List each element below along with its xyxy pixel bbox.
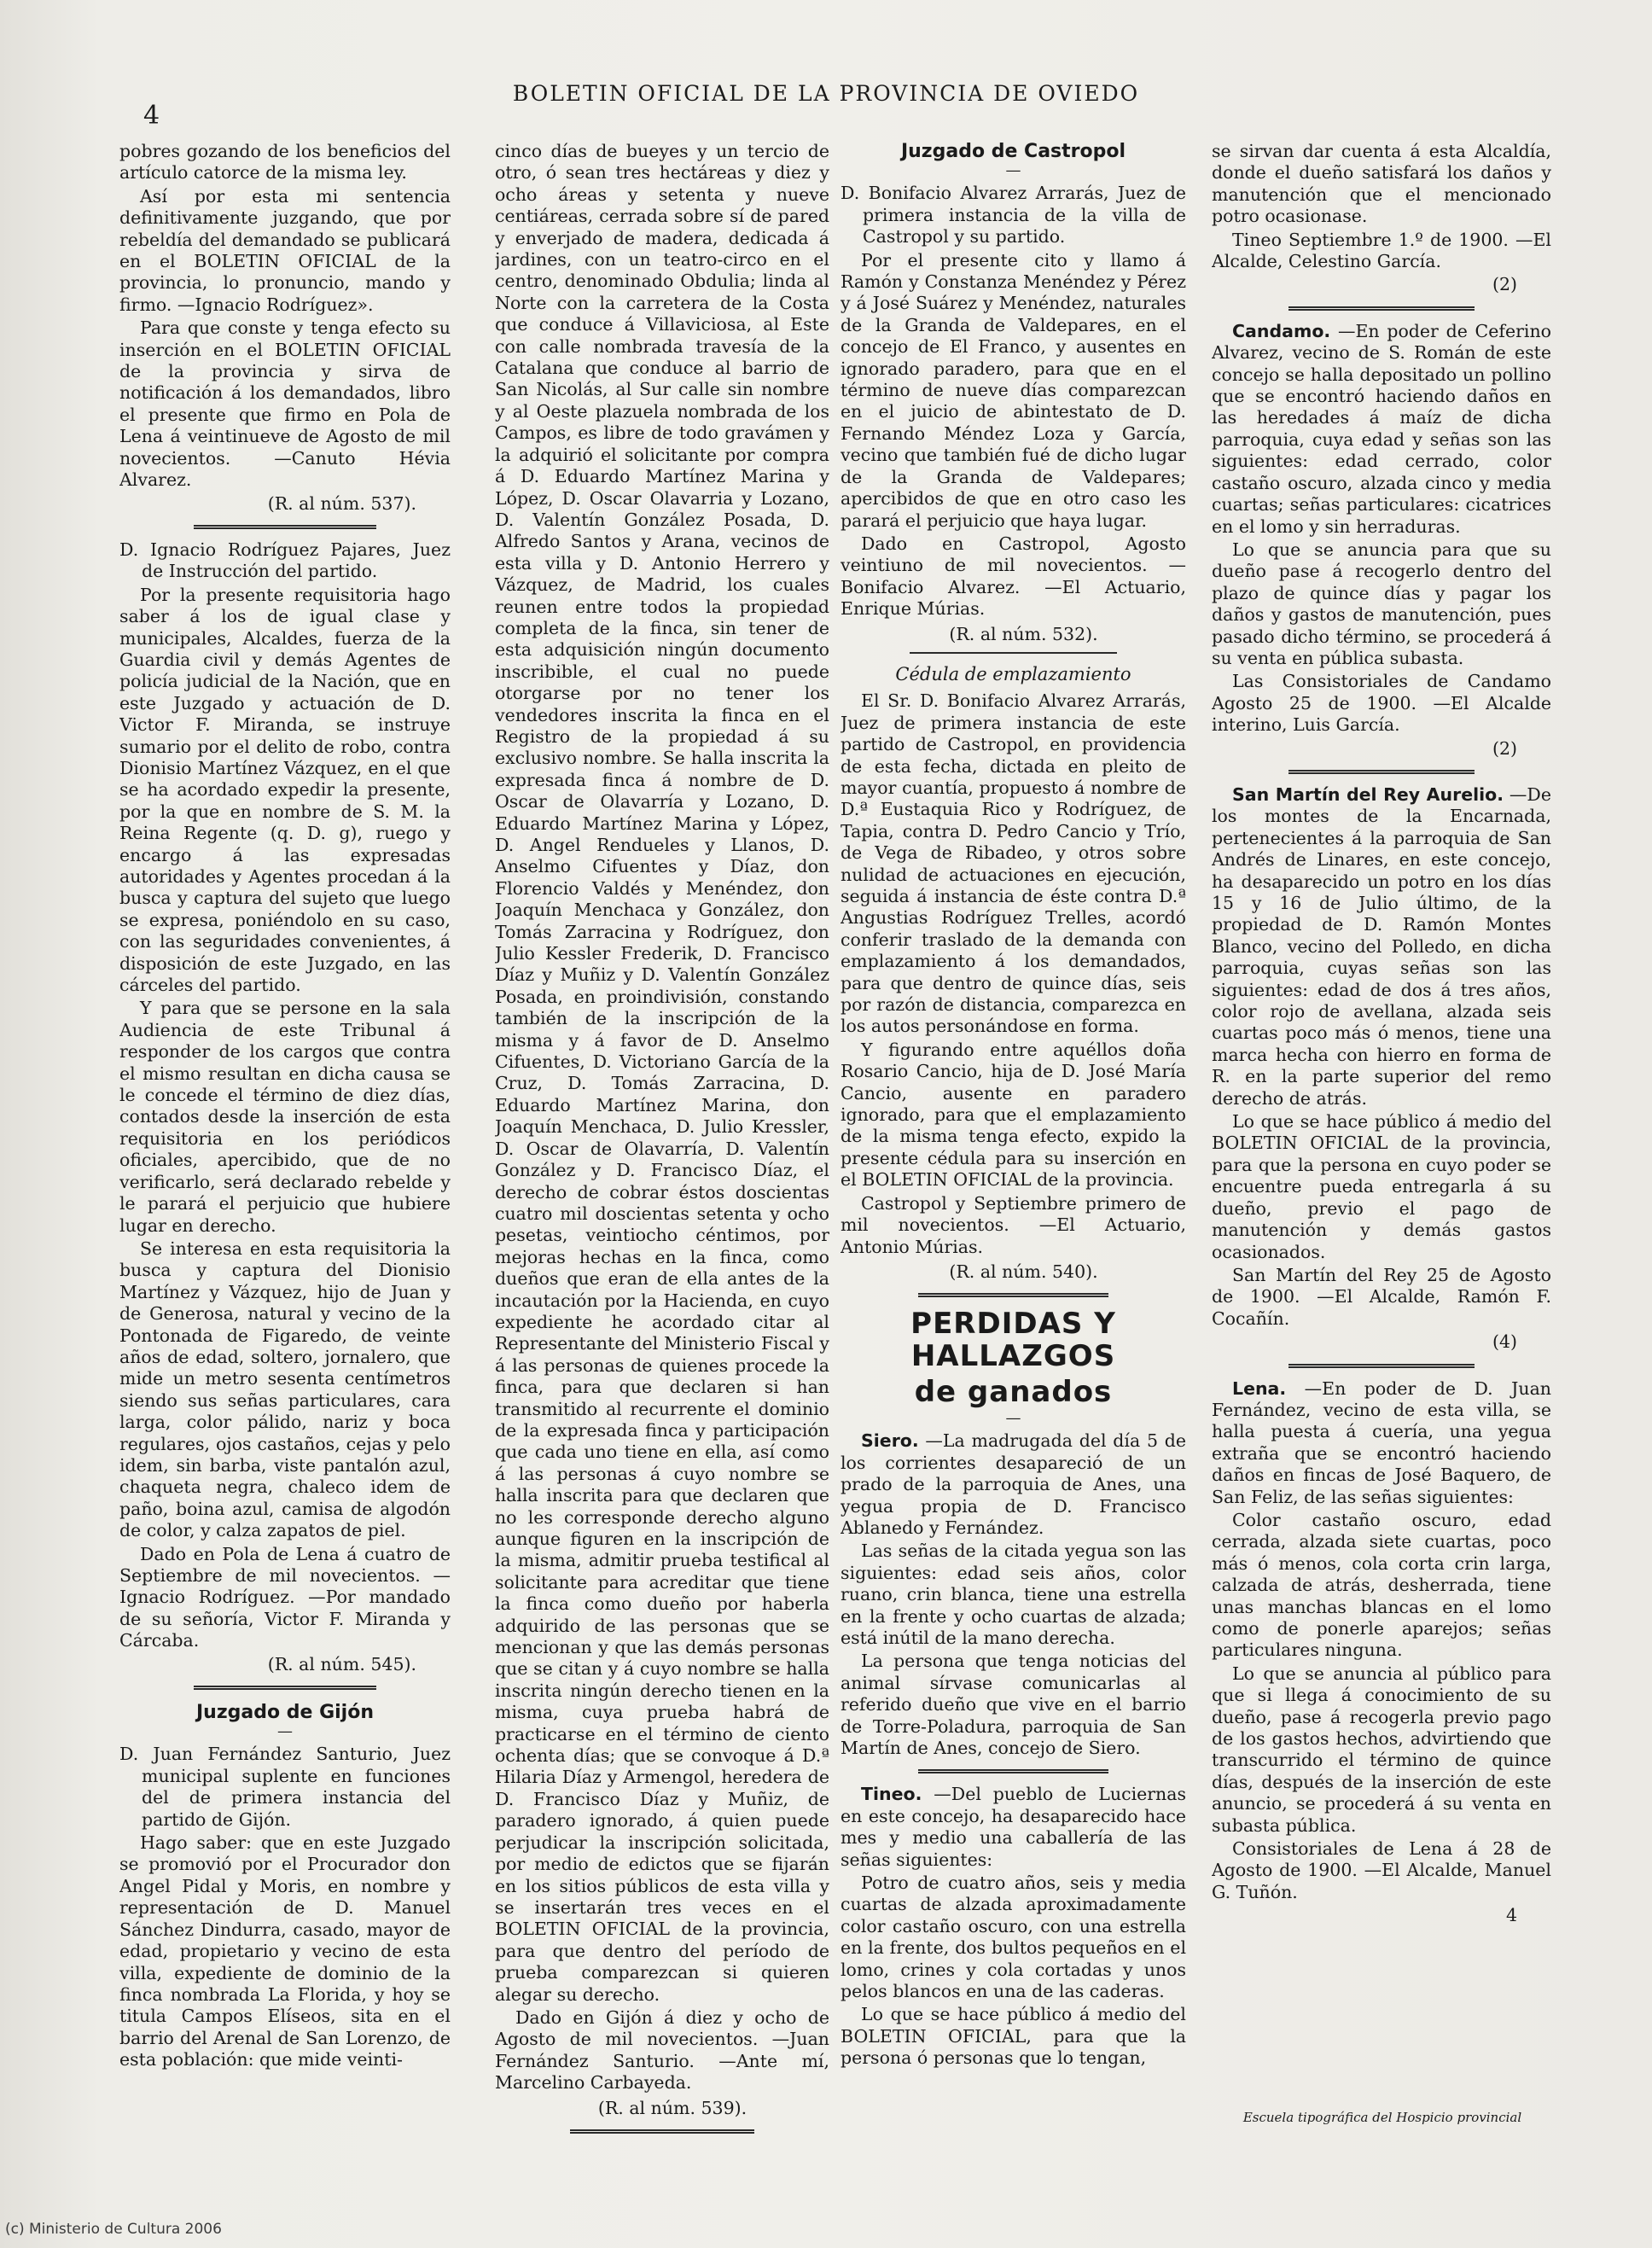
notice-mark: 4 [1505,1905,1517,1926]
notice-text: —La madrugada del día 5 de los corrientes desapareció de un prado de la parroquia de Anes, una yegua propia de D. Francisco Ablanedo y Fernández. [841,1430,1186,1538]
paragraph: Lo que se hace público á medio del BOLETIN OFICIAL, para que la persona ó personas que lo tengan, [841,2004,1186,2069]
notice-lead: Lena. [1232,1377,1287,1399]
paragraph: Tineo Septiembre 1.º de 1900. —El Alcalde, Celestino García. [1212,229,1551,272]
paragraph: Color castaño oscuro, edad cerrada, alzada siete cuartas, poco más ó menos, cola corta crin larga, calzada de atrás, desherrada, tiene unas manchas blancas en el lomo como de ponerle aparejos; señas particulares ninguna. [1212,1509,1551,1661]
notice-lead: Siero. [861,1430,919,1452]
separator-rule [570,2129,754,2134]
reference-number: (R. al núm. 532). [949,623,1098,644]
section-subtitle: de ganados [914,1375,1113,1410]
notice-mark: (2) [1492,737,1517,759]
separator-rule [194,1686,375,1690]
separator-rule [918,1293,1108,1297]
paragraph: Dado en Gijón á diez y ocho de Agosto de mil novecientos. —Juan Fernández Santurio. —Ante mí, Marcelino Carbayeda. [495,2006,829,2094]
paragraph: Hago saber: que en este Juzgado se promovió por el Procurador don Angel Pidal y Moris, en nombre y representación de D. Manuel Sánchez Dindurra, casado, mayor de edad, propietario y vecino de esta villa, expediente de dominio de la finca nombrada La Florida, y hoy se titula Campos Elíseos, sita en el barrio del Arenal de San Lorenzo, de esta población: que mide veinti- [119,1832,451,2070]
paragraph: El Sr. D. Bonifacio Alvarez Arrarás, Juez de primera instancia de este partido de Castropol, en providencia de esta fecha, dictada en pleito de mayor cuantía, propuesto á nombre de D.ª Eustaquia Rico y Rodríguez, de Tapia, contra D. Pedro Cancio y Trío, de Vega de Ribadeo, y otros sobre nulidad de actuaciones en ejecución, seguida á instancia de éste contra D.ª Angustias Rodríguez Trelles, acordó conferir traslado de la demanda con emplazamiento á los demandados, para que dentro de quince días, seis por razón de distancia, comparezca en los autos personándose en forma. [841,690,1186,1037]
notice-san-martin [1212,784,1551,1109]
notice-siero [841,1430,1186,1539]
masthead-title: BOLETIN OFICIAL DE LA PROVINCIA DE OVIEDO [512,81,1140,106]
paragraph: La persona que tenga noticias del animal sírvase comunicarlas al referido dueño que vive en el barrio de Torre-Poladura, parroquia de San Martín de Anes, concejo de Siero. [841,1651,1186,1758]
paragraph: Por el presente cito y llamo á Ramón y Constanza Menéndez y Pérez y á José Suárez y Menéndez, naturales de la Granda de Valdepares, en el concejo de El Franco, y ausentes en ignorado paradero, para que en el término de nueve días comparezcan en el juicio de abintestato de D. Fernando Méndez Loza y García, vecino que también fué de dicho lugar de la Granda de Valdepares; apercibidos de que en otro caso les parará el perjuicio que haya lugar. [841,249,1186,531]
paragraph: Las Consistoriales de Candamo Agosto 25 de 1900. —El Alcalde interino, Luis García. [1212,671,1551,736]
paragraph: Lo que se anuncia para que su dueño pase á recogerlo dentro del plazo de quince días y pagar los daños y gastos de manutención, pues pasado dicho término, se procederá á su venta en pública subasta. [1212,539,1551,668]
notice-lead: San Martín del Rey Aurelio. [1232,783,1504,805]
reference-number: (R. al núm. 545). [267,1653,416,1674]
notice-text: —En poder de Ceferino Alvarez, vecino de S. Román de este concejo se halla depositado un pollino que se encontró haciendo daños en las heredades á maíz de dicha parroquia, cuya edad y señas son las siguientes: edad cerrado, color castaño oscuro, alzada cinco y media cuartas; señas particulares: cicatrices en el lomo y sin herraduras. [1212,320,1551,537]
paragraph: D. Bonifacio Alvarez Arrarás, Juez de primera instancia de la villa de Castropol y su partido. [841,183,1186,248]
notice-text: —De los montes de la Encarnada, pertenecientes á la parroquia de San Andrés de Linares, en este concejo, ha desaparecido un potro en los días 15 y 16 de Julio último, de la propiedad de D. Ramón Montes Blanco, vecino del Polledo, en dicha parroquia, cuyas señas son las siguientes: edad de dos á tres años, color rojo de avellana, alzada seis cuartas poco más ó menos, tiene una marca hecha con hierro en forma de R. en la parte superior del remo derecho de atrás. [1212,783,1551,1109]
paragraph: San Martín del Rey 25 de Agosto de 1900. —El Alcalde, Ramón F. Cocañín. [1212,1264,1551,1329]
paragraph: Lo que se anuncia al público para que si llega á conocimiento de su dueño, pase á recogerla previo pago de los gastos hechos, advirtiendo que transcurrido el término de quince días, después de la inserción de este anuncio, se procederá á su venta en subasta pública. [1212,1663,1551,1836]
subheading: Cédula de emplazamiento [895,663,1131,684]
paragraph: cinco días de bueyes y un tercio de otro, ó sean tres hectáreas y diez y ocho áreas y setenta y nueve centiáreas, cerrada sobre sí de pared y enverjado de madera, dedicada á jardines, con un teatro-circo en el centro, denominado Obdulia; linda al Norte con la carretera de la Costa que conduce á Villaviciosa, al Este con calle nombrada travesía de la Catalana que conduce al barrio de San Nicolás, al Sur calle sin nombre y al Oeste plazuela nombrada de los Campos, es libre de todo gravámen y la adquirió el solicitante por compra á D. Eduardo Martínez Marina y López, D. Oscar Olavarria y Lozano, D. Valentín González Posada, D. Alfredo Santos y Arana, vecinos de esta villa y D. Antonio Herrero y Vázquez, de Madrid, los cuales reunen entre todos la propiedad completa de la finca, sin tener de esta adquisición ningún documento inscribible, el cual no puede otorgarse por no tener los vendedores inscrita la finca en el Registro de la propiedad á su exclusivo nombre. Se halla inscrita la expresada finca á nombre de D. Oscar de Olavarría y Lozano, D. Eduardo Martínez Marina y López, D. Angel Rendueles y Llanos, D. Anselmo Cifuentes y Díaz, don Florencio Valdés y Menéndez, don Joaquín Menchaca y González, don Tomás Zarracina y Rodríguez, don Julio Kessler Frederik, D. Francisco Díaz y Muñiz y D. Valentín González Posada, en proindivisión, constando también de la inscripción de la misma y á favor de D. Anselmo Cifuentes, D. Victoriano García de la Cruz, D. Tomás Zarracina, D. Eduardo Martínez Marina, don Joaquín Menchaca, D. Julio Kressler, D. Oscar de Olavarría, D. Valentín González y D. Francisco Díaz, el derecho de cobrar éstos doscientas cuatro mil doscientas setenta y ocho pesetas, veintiocho céntimos, por mejoras hechas en la finca, como dueños que eran de ella antes de la incautación por la Hacienda, en cuyo expediente he acordado citar al Representante del Ministerio Fiscal y á las personas de quienes procede la finca, para que declaren si han transmitido al recurrente el dominio de la expresada finca y participación que cada uno tiene en ella, así como á las personas á cuyo nombre se halla inscrita para que declaren que no les corresponde derecho alguno aunque figuren en la inscripción de la misma, admitir prueba testifical al solicitante para acreditar que tiene la finca como dueño por haberla adquirido de las personas que se mencionan y que las demás personas que se citan y á cuyo nombre se halla inscrita ningún derecho tienen en la misma, cuya prueba habrá de practicarse en el término de ciento ochenta días; que se convoque á D.ª Hilaria Díaz y Armengol, heredera de D. Francisco Díaz y Muñiz, de paradero ignorado, á quien puede perjudicar la inscripción solicitada, por medio de edictos que se fijarán en los sitios públicos de esta villa y se insertarán tres veces en el BOLETIN OFICIAL de la provincia, para que dentro del período de prueba comparezcan si quieren alegar su derecho. [495,141,829,2005]
notice-lena [1212,1378,1551,1508]
notice-mark: (4) [1492,1331,1517,1353]
copyright-credit: (c) Ministerio de Cultura 2006 [5,2221,222,2238]
heading-dash: — [1005,161,1021,180]
notice-lead: Tineo. [861,1784,922,1805]
paragraph: D. Ignacio Rodríguez Pajares, Juez de Instrucción del partido. [119,539,451,582]
notice-candamo [1212,321,1551,538]
section-heading: Juzgado de Gijón [195,1702,374,1724]
paragraph: Las señas de la citada yegua son las siguientes: edad seis años, color ruano, crin blanca, tiene una estrella en la frente y ocho cuartas de alzada; está inútil de la mano derecha. [841,1540,1186,1648]
paragraph: Dado en Pola de Lena á cuatro de Septiembre de mil novecientos. —Ignacio Rodríguez. —Por mandado de su señoría, Victor F. Miranda y Cárcaba. [119,1543,451,1651]
separator-rule [1288,1364,1475,1368]
paragraph: se sirvan dar cuenta á esta Alcaldía, donde el dueño satisfará los daños y manutención que el mencionado potro ocasionase. [1212,141,1551,227]
paragraph: Se interesa en esta requisitoria la busca y captura del Dionisio Martínez y Vázquez, hijo de Juan y de Generosa, natural y vecino de la Pontonada de Figaredo, de veinte años de edad, soltero, jornalero, que mide un metro sesenta centímetros siendo sus señas particulares, cara larga, color pálido, nariz y boca regulares, ojos castaños, cejas y pelo idem, sin barba, viste pantalón azul, chaqueta negra, chaleco idem de paño, boina azul, camisa de algodón de color, y calza zapatos de piel. [119,1238,451,1541]
paragraph: D. Juan Fernández Santurio, Juez municipal suplente en funciones del de primera instancia del partido de Gijón. [119,1744,451,1830]
paragraph: Para que conste y tenga efecto su inserción en el BOLETIN OFICIAL de la provincia y sirva de notificación á los demandados, libro el presente que firmo en Pola de Lena á veintinueve de Agosto de mil novecientos. —Canuto Hévia Alvarez. [119,317,451,491]
column-2 [495,141,829,2164]
notice-lead: Candamo. [1232,320,1331,341]
section-heading: Juzgado de Castropol [900,141,1126,162]
separator-rule [1288,306,1475,311]
paragraph: pobres gozando de los beneficios del artículo catorce de la misma ley. [119,141,451,183]
separator-rule [194,525,375,529]
notice-text: —Del pueblo de Luciernas en este concejo, ha desaparecido hace mes y medio una caballería de las señas siguientes: [841,1784,1186,1870]
printer-imprint: Escuela tipográfica del Hospicio provincial [1242,2110,1522,2125]
paragraph: Y figurando entre aquéllos doña Rosario Cancio, hija de D. José María Cancio, ausente en paradero ignorado, para que el emplazamiento de la misma tenga efecto, expido la presente cédula para su inserción en el BOLETIN OFICIAL de la provincia. [841,1039,1186,1191]
notice-tineo [841,1784,1186,1871]
paragraph: Dado en Castropol, Agosto veintiuno de mil novecientos. —Bonifacio Alvarez. —El Actuario, Enrique Múrias. [841,533,1186,620]
section-title: PERDIDAS Y HALLAZGOS [910,1307,1116,1374]
reference-number: (R. al núm. 539). [597,2097,747,2118]
paragraph: Consistoriales de Lena á 28 de Agosto de 1900. —El Alcalde, Manuel G. Tuñón. [1212,1838,1551,1902]
paragraph: Potro de cuatro años, seis y media cuartas de alzada aproximadamente color castaño oscuro, con una estrella en la frente, dos bultos pequeños en el lomo, crines y cola cortadas y unos pelos blancos en una de las caderas. [841,1872,1186,2002]
column-3 [841,141,1186,2164]
notice-mark: (2) [1492,274,1517,295]
paragraph: Así por esta mi sentencia definitivamente juzgando, que por rebeldía del demandado se publicará en el BOLETIN OFICIAL de la provincia, lo pronuncio, mando y firmo. —Ignacio Rodríguez». [119,185,451,315]
paragraph: Por la presente requisitoria hago saber á los de igual clase y municipales, Alcaldes, fuerza de la Guardia civil y demás Agentes de policía judicial de la Nación, que en este Juzgado y actuación de D. Victor F. Miranda, se instruye sumario por el delito de robo, contra Dionisio Martínez Vázquez, en el que se ha acordado expedir la presente, por la que en nombre de S. M. la Reina Regente (q. D. g), ruego y encargo á las expresadas autoridades y Agentes procedan á la busca y captura del sujeto que luego se expresa, poniéndolo en su caso, con las seguridades convenientes, á disposición de este Juzgado, en las cárceles del partido. [119,584,451,996]
heading-dash: — [1005,1409,1021,1428]
paragraph: Castropol y Septiembre primero de mil novecientos. —El Actuario, Antonio Múrias. [841,1192,1186,1257]
reference-number: (R. al núm. 540). [949,1261,1098,1282]
heading-dash: — [277,1722,293,1741]
separator-rule [1288,770,1475,774]
separator-rule [918,1769,1108,1773]
paragraph: Lo que se hace público á medio del BOLETIN OFICIAL de la provincia, para que la persona en cuyo poder se encuentre pueda entregarla á su dueño, previo el pago de manutención y demás gastos ocasionados. [1212,1111,1551,1262]
reference-number: (R. al núm. 537). [267,492,416,514]
column-1 [119,141,451,2164]
page-number: 4 [143,101,160,131]
notice-text: —En poder de D. Juan Fernández, vecino de esta villa, se halla puesta á cuería, una yegua extraña que se encontró haciendo daños en fincas de José Baquero, de San Feliz, de las señas siguientes: [1212,1377,1551,1507]
separator-rule [910,652,1117,654]
paragraph: Y para que se persone en la sala Audiencia de este Tribunal á responder de los cargos que contra el mismo resultan en dicha causa se le concede el término de diez días, contados desde la inserción de esta requisitoria en los periódicos oficiales, apercibido, que de no verificarlo, será declarado rebelde y le parará el perjuicio que hubiere lugar en derecho. [119,998,451,1236]
column-4 [1212,141,1551,2164]
